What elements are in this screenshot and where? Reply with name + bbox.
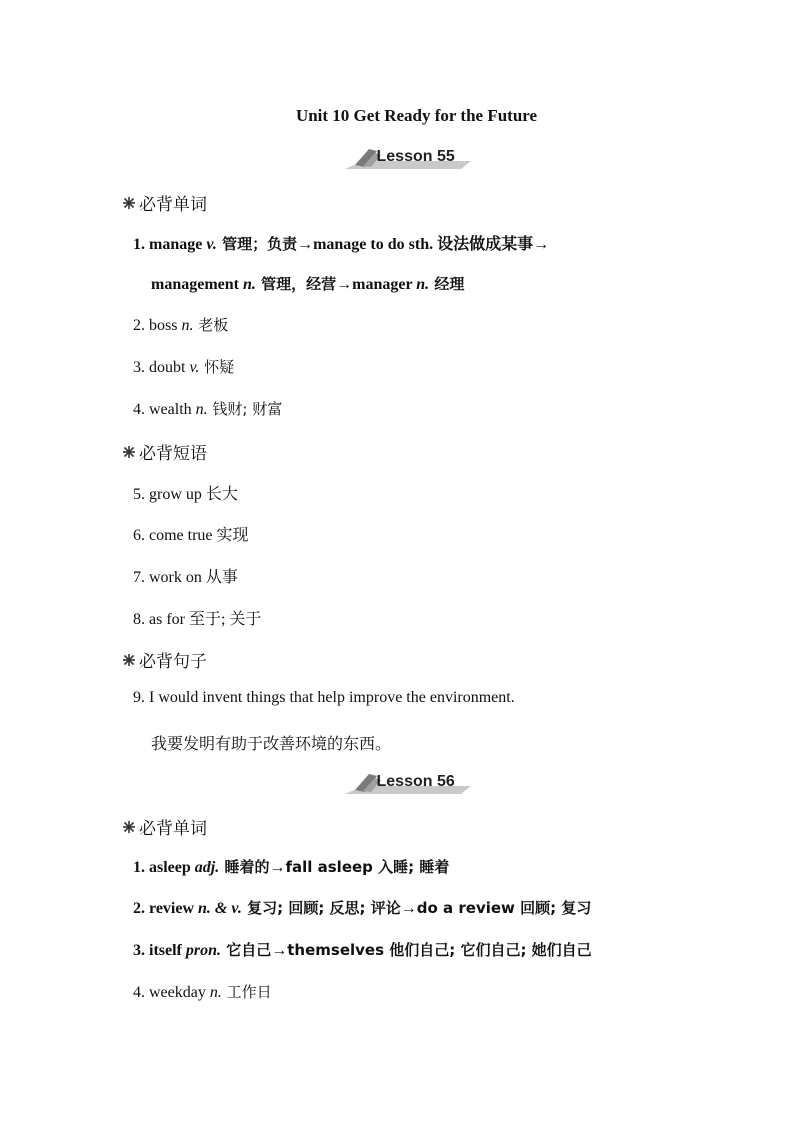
list-item: 7. work on 从事 (133, 569, 238, 586)
lesson-56-header (0, 770, 793, 798)
arrow-right-icon: → (400, 900, 417, 917)
arrow-right-icon: → (269, 859, 286, 876)
list-item: 8. as for 至于; 关于 (133, 611, 262, 628)
sentence-chinese: 我要发明有助于改善环境的东西。 (151, 734, 392, 753)
lesson-label: Lesson 55 (376, 148, 455, 165)
snowflake-icon (122, 653, 136, 667)
section-heading-words: 必背单词 (122, 814, 207, 839)
arrow-right-icon: → (533, 236, 550, 253)
section-heading-phrases: 必背短语 (122, 439, 207, 464)
lesson-badge (343, 770, 473, 798)
sentence-english: 9. I would invent things that help improve the environment. (133, 689, 515, 706)
section-heading-sentences: 必背句子 (122, 647, 207, 672)
lesson-label: Lesson 56 (376, 773, 455, 790)
arrow-right-icon: → (336, 276, 353, 293)
snowflake-icon (122, 445, 136, 459)
list-item: 1. asleep adj. 睡着的→fall asleep 入睡; 睡着 (133, 858, 450, 876)
list-item: 4. weekday n. 工作日 (133, 983, 272, 1001)
lesson-55-header (0, 145, 793, 173)
snowflake-icon (122, 196, 136, 210)
list-item: 2. review n. & v. 复习; 回顾; 反思; 评论→do a review 回顾; 复习 (133, 899, 592, 917)
list-item: 1. manage v. 管理；负责→manage to do sth. 设法做成某事→ (133, 235, 550, 253)
unit-title: Unit 10 Get Ready for the Future (295, 106, 538, 125)
snowflake-icon (122, 820, 136, 834)
list-item: 3. itself pron. 它自己→themselves 他们自己; 它们自己; 她们自己 (133, 941, 592, 959)
list-item: 6. come true 实现 (133, 527, 249, 544)
arrow-right-icon: → (297, 236, 314, 253)
list-item: 3. doubt v. 怀疑 (133, 358, 235, 376)
list-item: 5. grow up 长大 (133, 486, 238, 503)
arrow-right-icon: → (271, 942, 288, 959)
list-item-continuation: management n. 管理，经营→manager n. 经理 (151, 275, 465, 293)
list-item: 2. boss n. 老板 (133, 316, 229, 334)
list-item: 4. wealth n. 钱财; 财富 (133, 400, 283, 418)
lesson-badge (343, 145, 473, 173)
section-heading-words: 必背单词 (122, 190, 207, 215)
